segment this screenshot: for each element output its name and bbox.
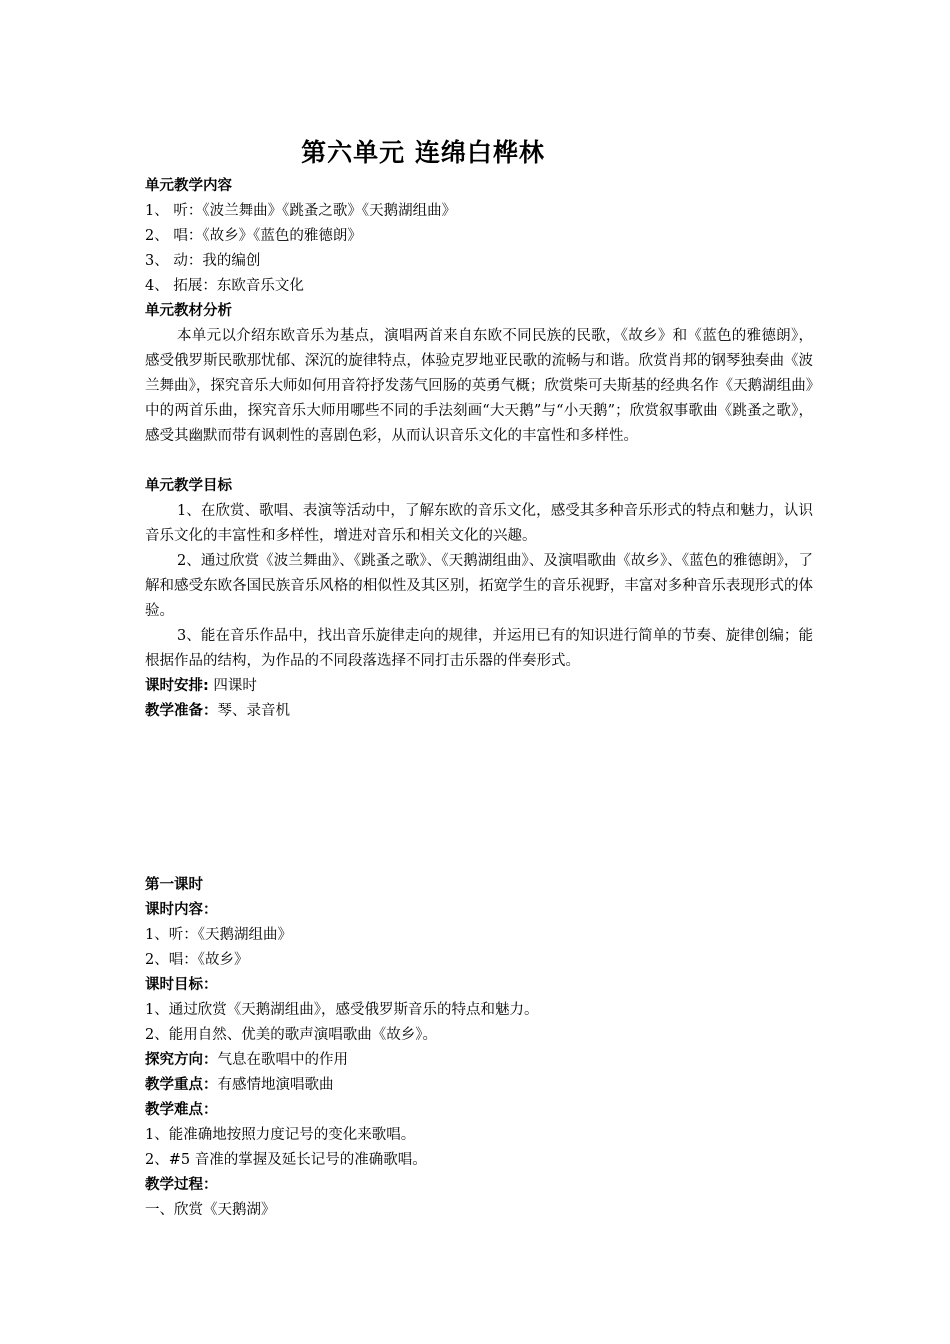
content-item: 2、 唱：《故乡》《蓝色的雅德朗》 <box>145 228 362 244</box>
lesson1-goal-item: 1、通过欣赏《天鹅湖组曲》，感受俄罗斯音乐的特点和魅力。 <box>145 1002 539 1018</box>
goal-paragraph: 3、能在音乐作品中，找出音乐旋律走向的规律，并运用已有的知识进行简单的节奏、旋律创编；能根据作品的结构，为作品的不同段落选择不同打击乐器的伴奏形式。 <box>145 628 813 669</box>
schedule-value: 四课时 <box>208 678 257 694</box>
unit-goals-heading: 单元教学目标 <box>145 478 232 494</box>
lesson1-heading: 第一课时 <box>145 877 203 893</box>
focus-value: 有感情地演唱歌曲 <box>217 1077 334 1093</box>
schedule-line <box>145 674 257 699</box>
content-item: 1、 听：《波兰舞曲》《跳蚤之歌》《天鹅湖组曲》 <box>145 203 457 219</box>
lesson1-goals-label: 课时目标： <box>145 977 218 993</box>
lesson1-explore-line <box>145 1048 348 1073</box>
lesson1-focus-line <box>145 1073 334 1098</box>
content-item: 3、 动：我的编创 <box>145 253 261 269</box>
lesson1-difficulty-item: 1、能准确地按照力度记号的变化来歌唱。 <box>145 1127 416 1143</box>
goal-paragraph: 2、通过欣赏《波兰舞曲》、《跳蚤之歌》、《天鹅湖组曲》、及演唱歌曲《故乡》、《蓝色的雅德朗》，了解和感受东欧各国民族音乐风格的相似性及其区别，拓宽学生的音乐视野，丰富对多种音乐表现形式的体验。 <box>145 553 813 619</box>
lesson1-process-first: 一、欣赏《天鹅湖》 <box>145 1202 276 1218</box>
lesson1-difficulty-item: 2、#5 音准的掌握及延长记号的准确歌唱。 <box>145 1152 427 1168</box>
lesson1-process-label: 教学过程： <box>145 1177 218 1193</box>
goal-paragraph: 1、在欣赏、歌唱、表演等活动中，了解东欧的音乐文化，感受其多种音乐形式的特点和魅力，认识音乐文化的丰富性和多样性，增进对音乐和相关文化的兴趣。 <box>145 503 813 544</box>
lesson1-difficulty-label: 教学难点： <box>145 1102 218 1118</box>
content-item: 4、 拓展：东欧音乐文化 <box>145 278 304 294</box>
unit-analysis-paragraph: 本单元以介绍东欧音乐为基点，演唱两首来自东欧不同民族的民歌，《故乡》和《蓝色的雅德朗》，感受俄罗斯民歌那忧郁、深沉的旋律特点，体验克罗地亚民歌的流畅与和谐。欣赏肖邦的钢琴独奏曲《波兰舞曲》，探究音乐大师如何用音符抒发荡气回肠的英勇气概；欣赏柴可夫斯基的经典名作《天鹅湖组曲》中的两首乐曲，探究音乐大师用哪些不同的手法刻画“大天鹅”与“小天鹅”；欣赏叙事歌曲《跳蚤之歌》，感受其幽默而带有讽刺性的喜剧色彩，从而认识音乐文化的丰富性和多样性。 <box>145 328 813 444</box>
lesson1-content-label: 课时内容： <box>145 902 218 918</box>
prep-value: 琴、录音机 <box>217 703 290 719</box>
lesson1-goal-item: 2、能用自然、优美的歌声演唱歌曲《故乡》。 <box>145 1027 437 1043</box>
unit-title: 第六单元 连绵白桦林 <box>301 138 545 167</box>
focus-label: 教学重点： <box>145 1077 218 1093</box>
prep-label: 教学准备： <box>145 703 218 719</box>
prep-line <box>145 699 290 724</box>
explore-label: 探究方向： <box>145 1052 218 1068</box>
lesson1-content-item: 1、听：《天鹅湖组曲》 <box>145 927 292 943</box>
schedule-label: 课时安排: <box>145 678 209 694</box>
lesson1-content-item: 2、唱：《故乡》 <box>145 952 249 968</box>
unit-content-heading: 单元教学内容 <box>145 178 232 194</box>
unit-analysis-heading: 单元教材分析 <box>145 303 232 319</box>
explore-value: 气息在歌唱中的作用 <box>217 1052 348 1068</box>
